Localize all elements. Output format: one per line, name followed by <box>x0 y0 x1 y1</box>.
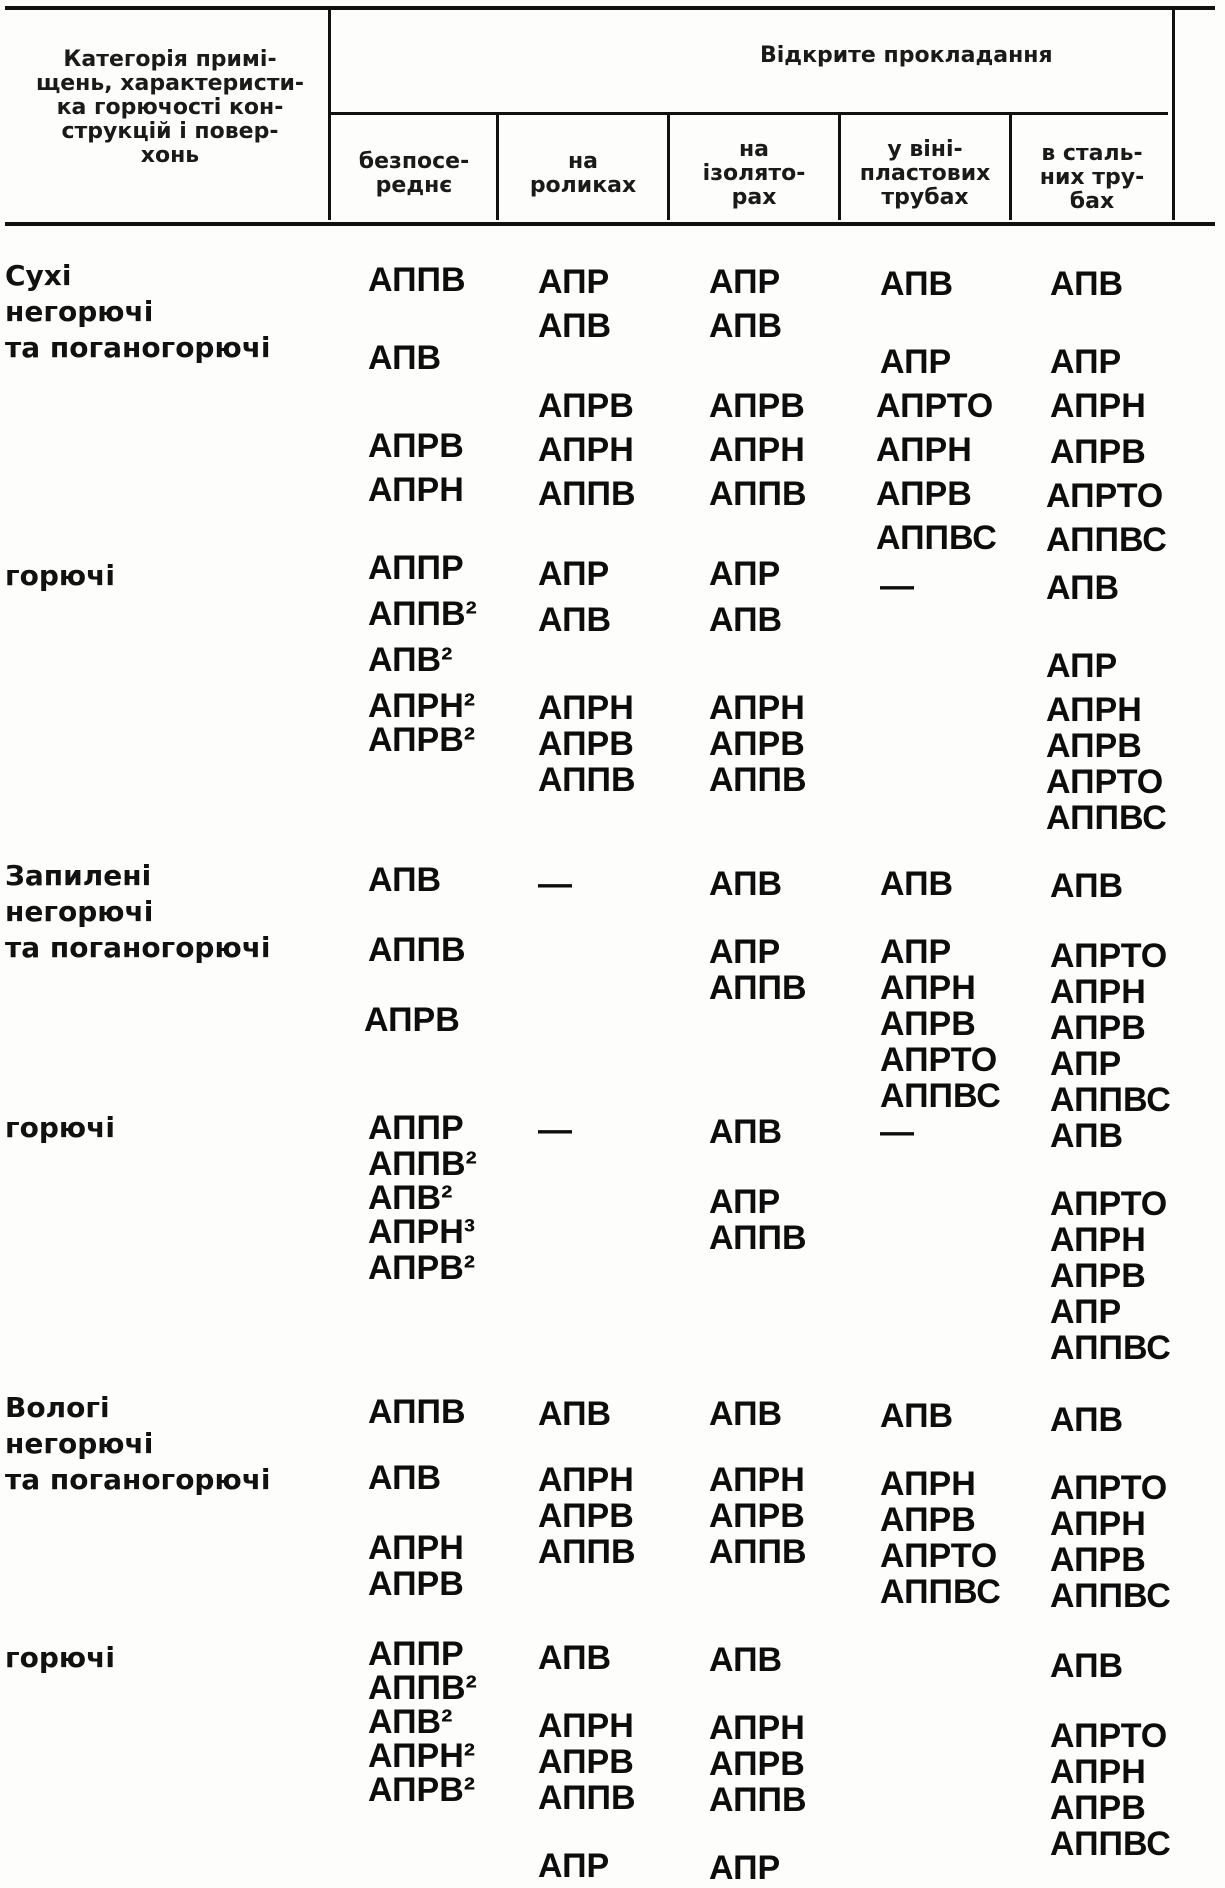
cable-mark: АПРВ² <box>368 1771 476 1809</box>
subheader-rule <box>330 112 1168 115</box>
cable-mark: АПРТО <box>1050 1717 1168 1755</box>
cable-mark: АПВ <box>1050 1117 1124 1155</box>
cable-mark: АПРН <box>1050 1753 1146 1791</box>
cable-mark: АПРТО <box>880 1537 998 1575</box>
cable-mark: АППВ <box>368 1393 466 1431</box>
cable-mark: АПР <box>538 263 610 301</box>
cable-mark: АПР <box>709 933 781 971</box>
cable-mark: АПВ <box>709 1113 783 1151</box>
group-header: Відкрите прокладання <box>760 43 1053 68</box>
cable-mark: АППВС <box>1050 1329 1171 1367</box>
cable-mark: АПРН <box>1050 973 1146 1011</box>
cable-mark: АПРВ <box>364 1001 460 1039</box>
cable-mark: АПВ <box>538 307 612 345</box>
cable-mark: АППР <box>368 1109 464 1147</box>
category-label: Сухі негорючі та поганогорючі <box>5 259 271 364</box>
cable-mark: АПРН <box>876 431 972 469</box>
cable-mark: АПВ <box>538 601 612 639</box>
cable-mark: АПРН <box>709 1461 805 1499</box>
cable-mark: АПР <box>880 933 952 971</box>
cable-mark: АПРВ <box>538 1497 634 1535</box>
cable-mark: АПРТО <box>1050 937 1168 975</box>
cable-mark: АПРВ <box>880 1005 976 1043</box>
cable-mark: АППВС <box>880 1573 1001 1611</box>
cable-mark: АППВ <box>709 1219 807 1257</box>
cable-mark: АПРВ <box>880 1501 976 1539</box>
cable-mark: АППВ <box>709 1781 807 1819</box>
cable-mark: АПР <box>1050 1293 1122 1331</box>
cable-mark: АПВ <box>880 1397 954 1435</box>
cable-mark: АППВ² <box>368 1145 477 1183</box>
cable-mark: АПВ <box>880 265 954 303</box>
cable-mark: АППВ <box>368 931 466 969</box>
cable-mark: АПР <box>709 1183 781 1221</box>
cable-mark: АППВ <box>538 1533 636 1571</box>
header-bottom-rule <box>5 222 1215 226</box>
cable-mark: АППВ² <box>368 595 477 633</box>
cable-mark: АПРВ <box>709 725 805 763</box>
cable-mark: АПРН² <box>368 1737 476 1775</box>
cable-mark: АПВ² <box>368 1703 453 1741</box>
cable-mark: — <box>538 865 572 903</box>
cable-mark: АПВ <box>709 1395 783 1433</box>
cable-mark: АПРВ <box>1050 433 1146 471</box>
category-label: Вологі негорючі та поганогорючі <box>5 1391 271 1496</box>
cable-mark: АПРН <box>709 431 805 469</box>
cable-mark: АПРВ <box>876 475 972 513</box>
cable-mark: АПРВ <box>368 1565 464 1603</box>
column-header: в сталь- них тру- бах <box>1039 141 1145 214</box>
cable-mark: АППВС <box>876 519 997 557</box>
column-divider <box>1009 115 1012 220</box>
cable-mark: АПРН <box>1050 1505 1146 1543</box>
cable-mark: АПРН <box>538 1707 634 1745</box>
cable-mark: АПР <box>880 343 952 381</box>
cable-mark: АППВС <box>1046 521 1167 559</box>
cable-mark: АПРВ <box>1050 1789 1146 1827</box>
cable-mark: АПВ <box>1050 867 1124 905</box>
cable-mark: АПВ <box>1050 1401 1124 1439</box>
cable-mark: АПРВ <box>368 427 464 465</box>
top-rule <box>5 6 1215 10</box>
cable-mark: АПВ <box>368 861 442 899</box>
cable-mark: АППВ <box>709 969 807 1007</box>
cable-mark: АПРН <box>368 1529 464 1567</box>
cable-mark: АПВ <box>538 1639 612 1677</box>
cable-mark: АПРН <box>538 431 634 469</box>
cable-mark: АППВС <box>1050 1577 1171 1615</box>
cable-mark: АППВС <box>1046 799 1167 837</box>
cable-mark: АППВ² <box>368 1669 477 1707</box>
cable-mark: АПР <box>709 1849 781 1887</box>
cable-mark: АПРТО <box>880 1041 998 1079</box>
cable-mark: АПРВ <box>538 387 634 425</box>
cable-mark: АПРТО <box>876 387 994 425</box>
cable-mark: АПВ <box>368 1459 442 1497</box>
cable-mark: АПРН <box>1050 387 1146 425</box>
cable-mark: АПРВ <box>1046 727 1142 765</box>
cable-mark: АПРН <box>1050 1221 1146 1259</box>
cable-mark: — <box>880 567 914 605</box>
cable-mark: АПРВ <box>538 725 634 763</box>
category-label: горючі <box>5 1111 115 1144</box>
cable-mark: АПРН <box>709 1709 805 1747</box>
cable-mark: АППВ <box>709 475 807 513</box>
cable-mark: АПРВ <box>709 1497 805 1535</box>
cable-mark: АПВ <box>709 601 783 639</box>
column-divider <box>838 115 841 220</box>
cable-mark: АПРВ <box>1050 1541 1146 1579</box>
cable-mark: АПРВ <box>709 1745 805 1783</box>
cable-mark: АПРВ <box>1050 1257 1146 1295</box>
cable-mark: АПРТО <box>1050 1469 1168 1507</box>
cable-mark: АПРН³ <box>368 1213 476 1251</box>
cable-mark: АПР <box>709 555 781 593</box>
cable-mark: АППР <box>368 1635 464 1673</box>
cable-mark: АПР <box>538 555 610 593</box>
cable-mark: АПВ <box>368 339 442 377</box>
cable-mark: АППВ <box>368 261 466 299</box>
column-header: у віні- пластових трубах <box>859 137 991 210</box>
cable-mark: АПР <box>709 263 781 301</box>
cable-mark: АПВ² <box>368 641 453 679</box>
cable-mark: АПРВ <box>1050 1009 1146 1047</box>
cable-mark: АПВ <box>709 307 783 345</box>
cable-mark: АПРН <box>368 471 464 509</box>
cable-mark: АПВ <box>538 1395 612 1433</box>
cable-mark: АПВ² <box>368 1179 453 1217</box>
cable-mark: АППВС <box>1050 1825 1171 1863</box>
column-header: безпосе- реднє <box>358 149 470 198</box>
cable-mark: АПРВ² <box>368 1249 476 1287</box>
cable-mark: АПВ <box>1050 265 1124 303</box>
cable-mark: АПВ <box>1046 569 1120 607</box>
column-divider <box>1172 10 1175 220</box>
column-header: на роликах <box>529 149 637 198</box>
cable-mark: АПРТО <box>1046 763 1164 801</box>
cable-mark: АПВ <box>709 865 783 903</box>
column-header: на ізолято- рах <box>702 137 806 210</box>
category-label: Запилені негорючі та поганогорючі <box>5 859 271 964</box>
category-header: Категорія примі- щень, характеристи- ка горючості кон- струкцій і повер- хонь <box>35 47 305 168</box>
cable-mark: АПРН² <box>368 687 476 725</box>
cable-mark: АППР <box>368 549 464 587</box>
cable-mark: АПРН <box>709 689 805 727</box>
cable-mark: АПР <box>1050 343 1122 381</box>
cable-mark: — <box>538 1111 572 1149</box>
cable-mark: АПВ <box>709 1641 783 1679</box>
cable-mark: АППВ <box>538 475 636 513</box>
cable-mark: АПРН <box>1046 691 1142 729</box>
column-divider <box>328 10 331 220</box>
cable-mark: — <box>880 1113 914 1151</box>
cable-mark: АППВ <box>538 1779 636 1817</box>
cable-mark: АПРН <box>880 1465 976 1503</box>
category-label: горючі <box>5 559 115 592</box>
cable-mark: АПРТО <box>1050 1185 1168 1223</box>
cable-mark: АППВС <box>880 1077 1001 1115</box>
cable-mark: АПРН <box>880 969 976 1007</box>
cable-mark: АПР <box>1046 647 1118 685</box>
column-divider <box>667 115 670 220</box>
cable-mark: АПРВ² <box>368 721 476 759</box>
category-label: горючі <box>5 1641 115 1674</box>
column-divider <box>496 115 499 220</box>
cable-mark: АПРВ <box>538 1743 634 1781</box>
cable-mark: АПРН <box>538 1461 634 1499</box>
cable-mark: АПРВ <box>709 387 805 425</box>
cable-mark: АПВ <box>1050 1647 1124 1685</box>
cable-mark: АППВ <box>709 1533 807 1571</box>
cable-mark: АПР <box>1050 1045 1122 1083</box>
cable-mark: АПРН <box>538 689 634 727</box>
cable-mark: АПВ <box>880 865 954 903</box>
cable-mark: АППВ <box>709 761 807 799</box>
cable-mark: АПР <box>538 1847 610 1885</box>
cable-mark: АППВС <box>1050 1081 1171 1119</box>
cable-mark: АПРТО <box>1046 477 1164 515</box>
cable-mark: АППВ <box>538 761 636 799</box>
